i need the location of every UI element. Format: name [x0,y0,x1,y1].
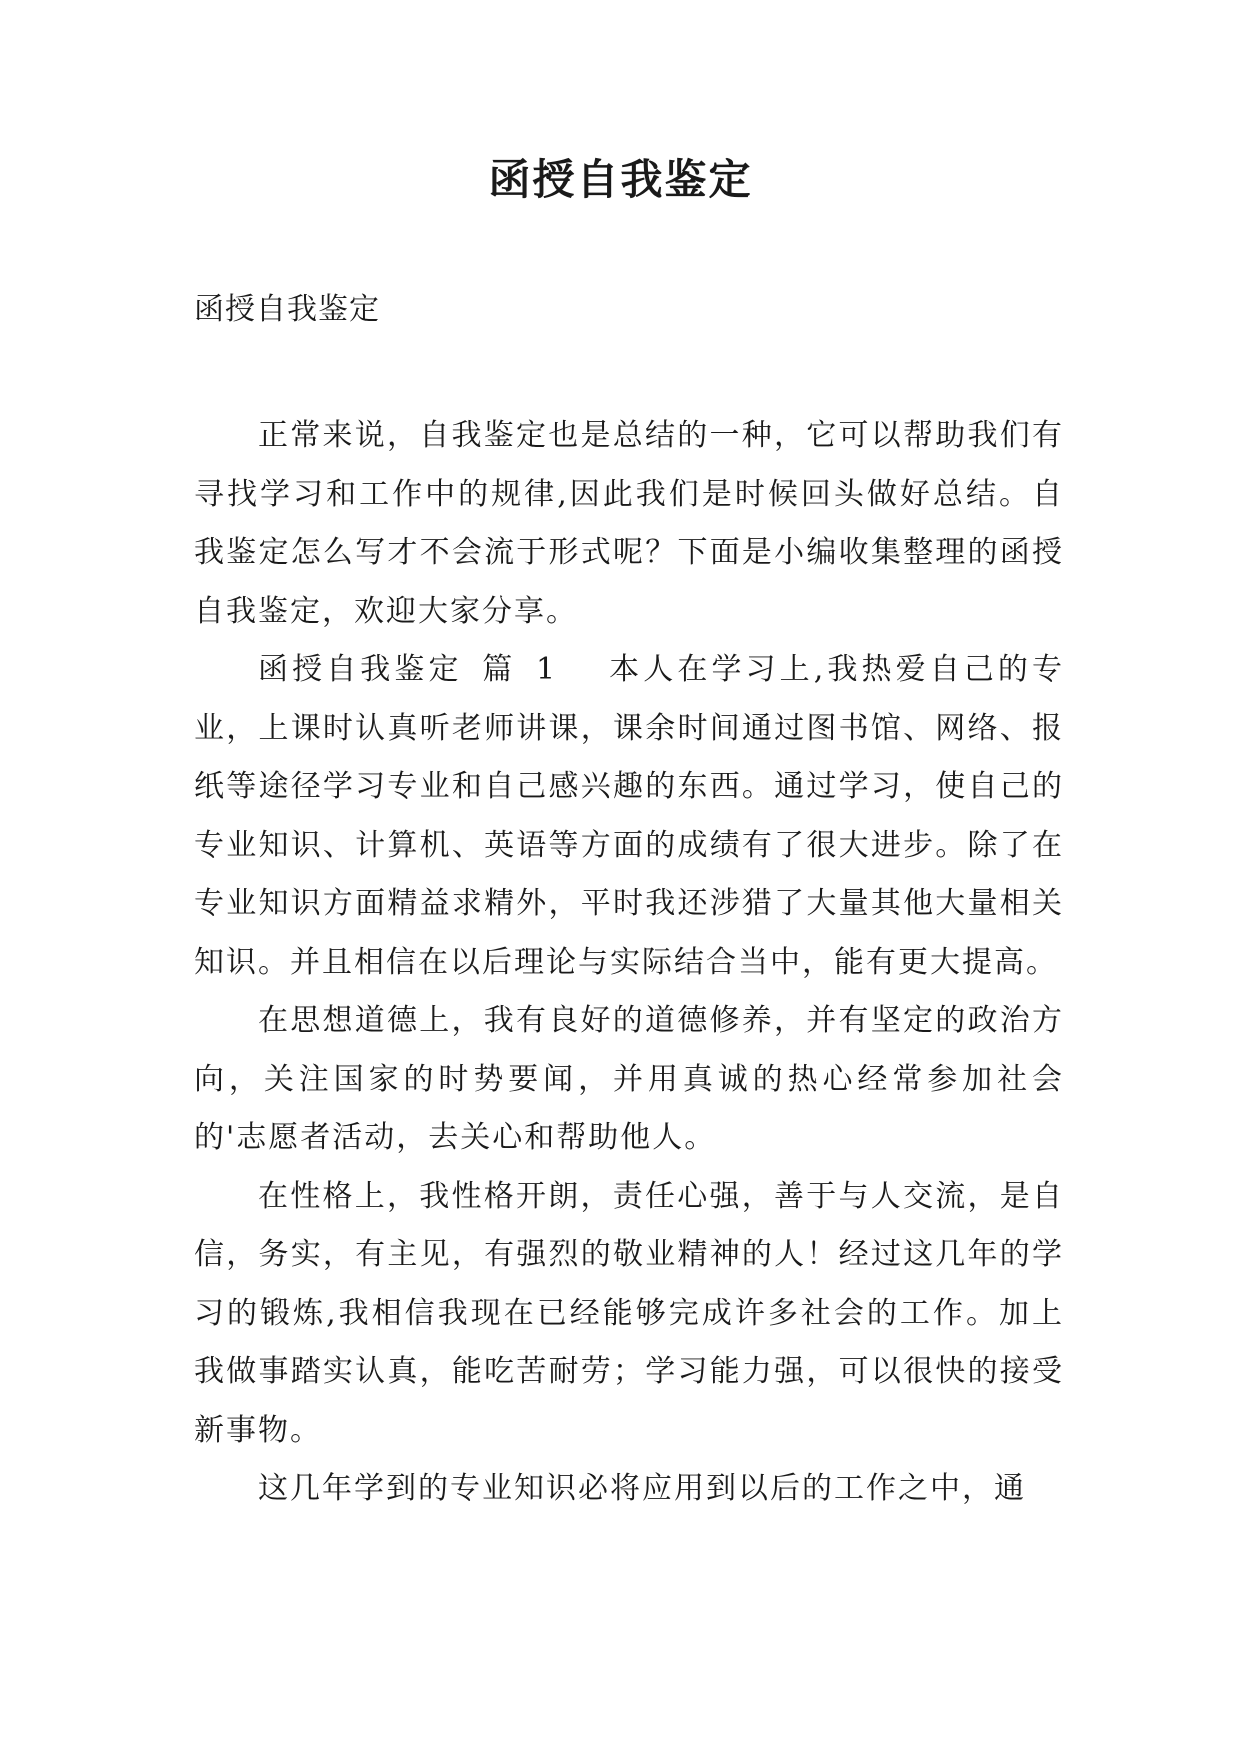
document-title: 函授自我鉴定 [488,155,753,204]
closing-paragraph: 这几年学到的专业知识必将应用到以后的工作之中，通 [258,1471,1026,1506]
intro-paragraph: 正常来说，自我鉴定也是总结的一种，它可以帮助我们有寻找学习和工作中的规律,因此我们是时候回头做好总结。自我鉴定怎么写才不会流于形式呢？下面是小编收集整理的函授自我鉴定，欢迎大家分享。 [194,418,1064,629]
document-subtitle: 函授自我鉴定 [194,292,380,327]
document-body [194,407,1064,1519]
section-1-paragraph [194,641,1064,992]
section-1-text: 本人在学习上,我热爱自己的专业，上课时认真听老师讲课，课余时间通过图书馆、网络、报纸等途径学习专业和自己感兴趣的东西。通过学习，使自己的专业知识、计算机、英语等方面的成绩有了很大进步。除了在专业知识方面精益求精外，平时我还涉猎了大量其他大量相关知识。并且相信在以后理论与实际结合当中，能有更大提高。 [194,652,1064,980]
section-1-heading: 函授自我鉴定 篇 1 [258,652,558,687]
personality-paragraph: 在性格上，我性格开朗，责任心强，善于与人交流，是自信，务实，有主见，有强烈的敬业精神的人！经过这几年的学习的锻炼,我相信我现在已经能够完成许多社会的工作。加上我做事踏实认真，能吃苦耐劳；学习能力强，可以很快的接受新事物。 [194,1178,1064,1448]
morality-paragraph: 在思想道德上，我有良好的道德修养，并有坚定的政治方向，关注国家的时势要闻，并用真诚的热心经常参加社会的'志愿者活动，去关心和帮助他人。 [194,1003,1064,1155]
